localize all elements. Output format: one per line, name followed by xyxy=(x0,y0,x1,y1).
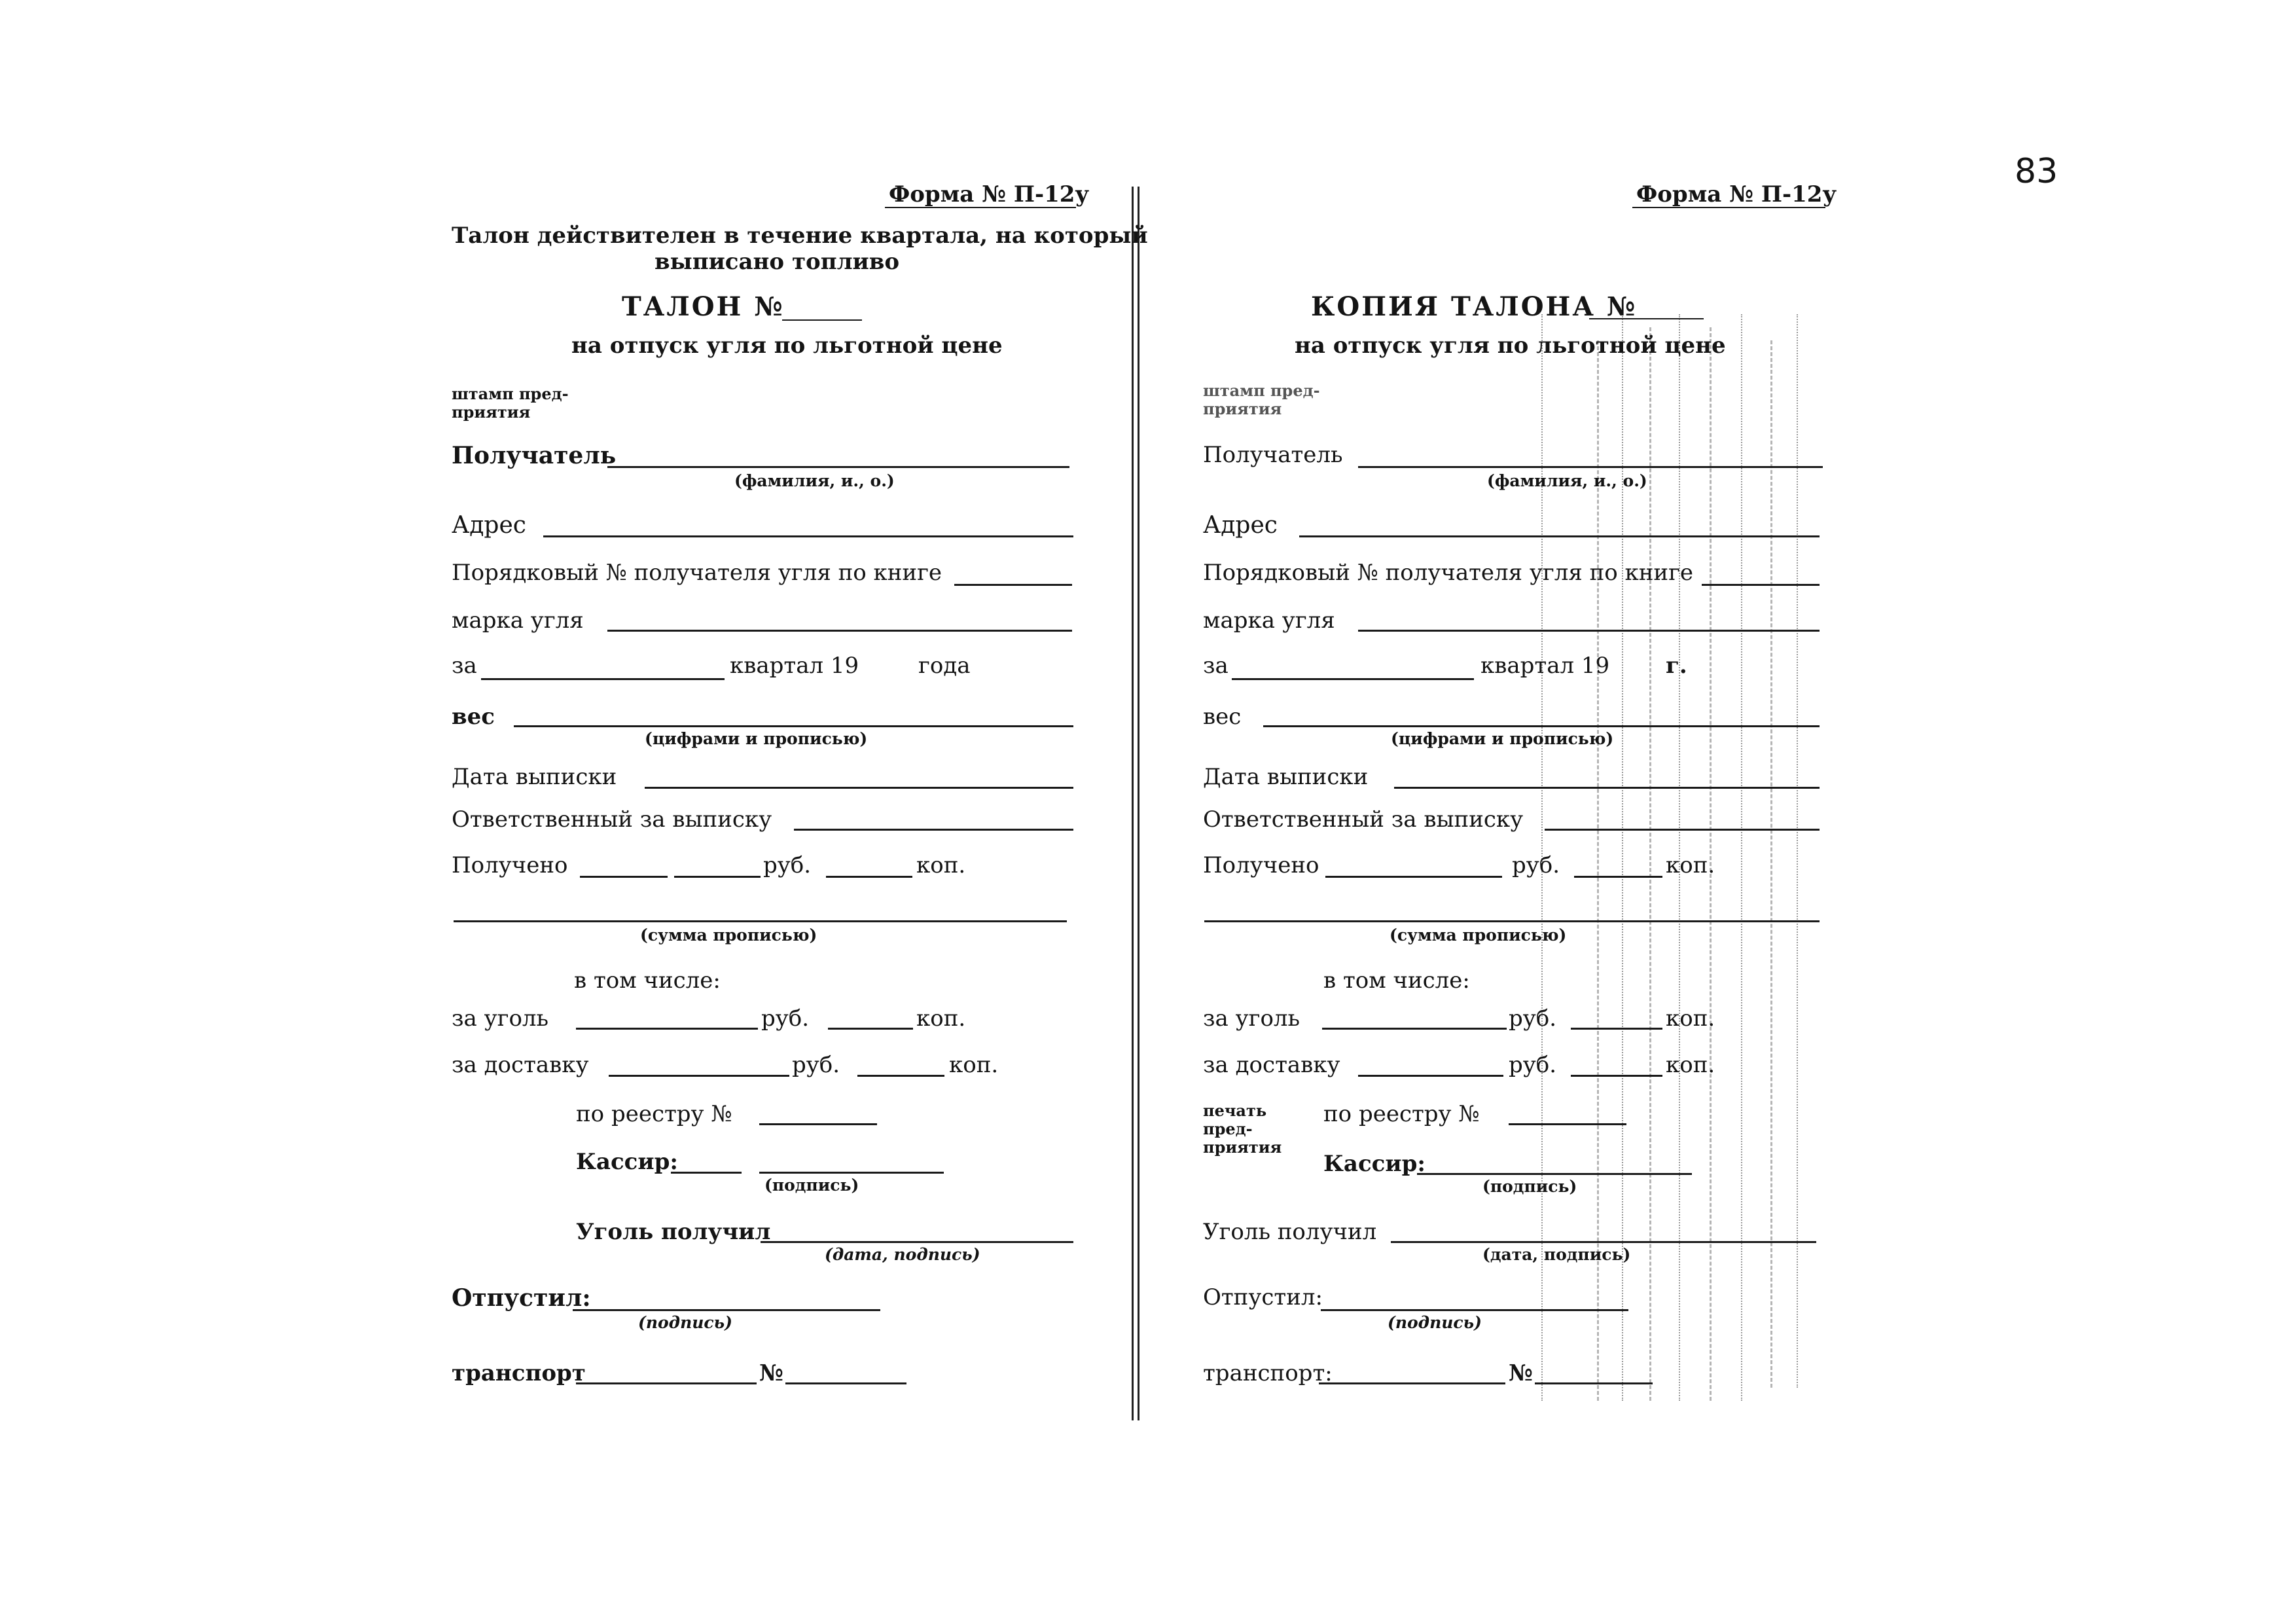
copy-for-coal-kop: коп. xyxy=(1666,1005,1715,1032)
copy-quarter-field[interactable] xyxy=(1232,678,1474,680)
copy-cashier-signature-hint: (подпись) xyxy=(1482,1177,1577,1196)
cashier-signature-field[interactable] xyxy=(759,1172,944,1174)
copy-address-field[interactable] xyxy=(1299,535,1820,537)
released-field[interactable] xyxy=(573,1309,880,1311)
transport-no: № xyxy=(759,1360,783,1386)
copy-recipient-hint: (фамилия, и., о.) xyxy=(1487,471,1647,490)
sum-in-words-field[interactable] xyxy=(454,920,1067,922)
received-amount-field-2[interactable] xyxy=(674,876,761,878)
copy-quarter-label: квартал 19 xyxy=(1480,653,1610,679)
copy-released-label: Отпустил: xyxy=(1203,1284,1323,1310)
year-label: года xyxy=(918,653,971,679)
coal-received-field[interactable] xyxy=(761,1241,1073,1243)
copy-address-label: Адрес xyxy=(1203,512,1278,539)
copy-received-kop: коп. xyxy=(1666,852,1715,878)
cashier-label: Кассир: xyxy=(576,1149,678,1175)
copy-for-delivery-rub: руб. xyxy=(1509,1052,1557,1078)
coal-received-hint: (дата, подпись) xyxy=(825,1245,980,1264)
copy-registry-field[interactable] xyxy=(1509,1123,1626,1125)
received-rub: руб. xyxy=(763,852,812,878)
received-kop-field[interactable] xyxy=(826,876,912,878)
for-delivery-kop-field[interactable] xyxy=(857,1075,944,1077)
copy-received-amount-field[interactable] xyxy=(1325,876,1502,878)
weight-label: вес xyxy=(452,704,495,730)
for-coal-kop: коп. xyxy=(916,1005,966,1032)
copy-year-label: г. xyxy=(1666,653,1687,679)
registry-label: по реестру № xyxy=(576,1101,732,1127)
scan-streak xyxy=(1770,340,1772,1388)
for-delivery-rub: руб. xyxy=(792,1052,840,1078)
registry-field[interactable] xyxy=(759,1123,877,1125)
issue-date-field[interactable] xyxy=(645,787,1073,789)
copy-cashier-label: Кассир: xyxy=(1323,1151,1426,1177)
copy-title: КОПИЯ ТАЛОНА № xyxy=(1311,291,1638,322)
released-label: Отпустил: xyxy=(452,1284,591,1312)
copy-transport-no-field[interactable] xyxy=(1535,1382,1653,1384)
copy-coal-grade-label: марка угля xyxy=(1203,607,1335,634)
copy-weight-hint: (цифрами и прописью) xyxy=(1391,729,1614,748)
copy-cashier-signature-field[interactable] xyxy=(1417,1173,1692,1175)
scan-streak xyxy=(1797,314,1798,1388)
copy-recipient-field[interactable] xyxy=(1358,466,1823,468)
scan-streak xyxy=(1741,314,1742,1401)
weight-hint: (цифрами и прописью) xyxy=(645,729,868,748)
copy-stamp-label: штамп пред- приятия xyxy=(1203,381,1320,418)
copy-for-label: за xyxy=(1203,653,1229,679)
copy-weight-label: вес xyxy=(1203,704,1242,730)
copy-order-number-field[interactable] xyxy=(1702,584,1820,586)
copy-released-field[interactable] xyxy=(1321,1309,1628,1311)
copy-coal-received-label: Уголь получил xyxy=(1203,1219,1377,1245)
copy-issue-date-label: Дата выписки xyxy=(1203,764,1369,790)
quarter-field[interactable] xyxy=(481,678,725,680)
received-amount-field-1[interactable] xyxy=(580,876,668,878)
copy-transport-no: № xyxy=(1509,1360,1533,1386)
form-number-underline xyxy=(885,207,1076,208)
copy-for-coal-label: за уголь xyxy=(1203,1005,1300,1032)
address-label: Адрес xyxy=(452,512,526,539)
sum-hint: (сумма прописью) xyxy=(640,926,817,945)
quarter-label: квартал 19 xyxy=(730,653,859,679)
for-delivery-label: за доставку xyxy=(452,1052,589,1078)
copy-for-delivery-label: за доставку xyxy=(1203,1052,1340,1078)
released-hint: (подпись) xyxy=(638,1313,732,1332)
copy-registry-label: по реестру № xyxy=(1323,1101,1480,1127)
copy-for-coal-rub: руб. xyxy=(1509,1005,1557,1032)
copy-coal-received-hint: (дата, подпись) xyxy=(1482,1245,1631,1264)
stamp-label: штамп пред- приятия xyxy=(452,384,569,422)
copy-received-label: Получено xyxy=(1203,852,1319,878)
copy-responsible-label: Ответственный за выписку xyxy=(1203,806,1524,833)
cashier-signature-hint: (подпись) xyxy=(764,1176,859,1195)
copy-for-coal-rub-field[interactable] xyxy=(1322,1028,1507,1030)
coupon-subtitle: на отпуск угля по льготной цене xyxy=(571,333,1003,359)
copy-coal-grade-field[interactable] xyxy=(1358,630,1820,632)
responsible-label: Ответственный за выписку xyxy=(452,806,772,833)
coupon-number-field[interactable] xyxy=(782,319,862,321)
copy-transport-label: транспорт: xyxy=(1203,1360,1333,1386)
for-delivery-rub-field[interactable] xyxy=(609,1075,789,1077)
copy-including-label: в том числе: xyxy=(1323,967,1470,994)
copy-recipient-label: Получатель xyxy=(1203,442,1343,468)
coal-grade-label: марка угля xyxy=(452,607,584,634)
recipient-label: Получатель xyxy=(452,442,617,469)
order-number-label: Порядковый № получателя угля по книге xyxy=(452,560,942,586)
cashier-field-1[interactable] xyxy=(671,1172,742,1174)
weight-field[interactable] xyxy=(514,725,1073,727)
transport-label: транспорт xyxy=(452,1360,586,1386)
copy-transport-field[interactable] xyxy=(1319,1382,1505,1384)
page-divider xyxy=(1132,187,1139,1420)
copy-for-coal-kop-field[interactable] xyxy=(1571,1028,1662,1030)
coupon-title: ТАЛОН № xyxy=(622,291,785,322)
page-number: 83 xyxy=(2015,152,2058,191)
form-number: Форма № П-12у xyxy=(889,181,1090,208)
validity-note-line2: выписано топливо xyxy=(655,249,900,275)
received-label: Получено xyxy=(452,852,568,878)
copy-weight-field[interactable] xyxy=(1263,725,1820,727)
recipient-hint: (фамилия, и., о.) xyxy=(734,471,895,490)
copy-for-delivery-rub-field[interactable] xyxy=(1358,1075,1503,1077)
copy-released-hint: (подпись) xyxy=(1388,1313,1482,1332)
received-kop: коп. xyxy=(916,852,966,878)
transport-field[interactable] xyxy=(576,1382,757,1384)
copy-subtitle: на отпуск угля по льготной цене xyxy=(1295,333,1726,359)
order-number-field[interactable] xyxy=(954,584,1072,586)
for-label: за xyxy=(452,653,477,679)
copy-for-delivery-kop-field[interactable] xyxy=(1571,1075,1662,1077)
address-field[interactable] xyxy=(543,535,1073,537)
copy-coal-received-field[interactable] xyxy=(1391,1241,1816,1243)
copy-issue-date-field[interactable] xyxy=(1394,787,1820,789)
copy-received-kop-field[interactable] xyxy=(1574,876,1662,878)
issue-date-label: Дата выписки xyxy=(452,764,617,790)
copy-form-number: Форма № П-12у xyxy=(1636,181,1837,208)
responsible-field[interactable] xyxy=(794,829,1073,831)
coal-grade-field[interactable] xyxy=(607,630,1072,632)
scan-streak xyxy=(1649,327,1651,1401)
copy-responsible-field[interactable] xyxy=(1545,829,1820,831)
transport-no-field[interactable] xyxy=(785,1382,906,1384)
coal-received-label: Уголь получил xyxy=(576,1219,771,1245)
copy-sum-hint: (сумма прописью) xyxy=(1390,926,1567,945)
for-delivery-kop: коп. xyxy=(949,1052,999,1078)
copy-received-rub: руб. xyxy=(1512,852,1560,878)
for-coal-rub: руб. xyxy=(761,1005,810,1032)
copy-form-number-underline xyxy=(1632,207,1825,208)
copy-for-delivery-kop: коп. xyxy=(1666,1052,1715,1078)
recipient-field[interactable] xyxy=(607,466,1069,468)
copy-order-number-label: Порядковый № получателя угля по книге xyxy=(1203,560,1694,586)
copy-number-field[interactable] xyxy=(1589,318,1704,319)
for-coal-rub-field[interactable] xyxy=(576,1028,758,1030)
validity-note-line1: Талон действителен в течение квартала, на который xyxy=(452,223,1148,249)
including-label: в том числе: xyxy=(574,967,721,994)
for-coal-kop-field[interactable] xyxy=(828,1028,913,1030)
copy-sum-in-words-field[interactable] xyxy=(1204,920,1820,922)
seal-label: печать пред- приятия xyxy=(1203,1101,1282,1157)
for-coal-label: за уголь xyxy=(452,1005,549,1032)
